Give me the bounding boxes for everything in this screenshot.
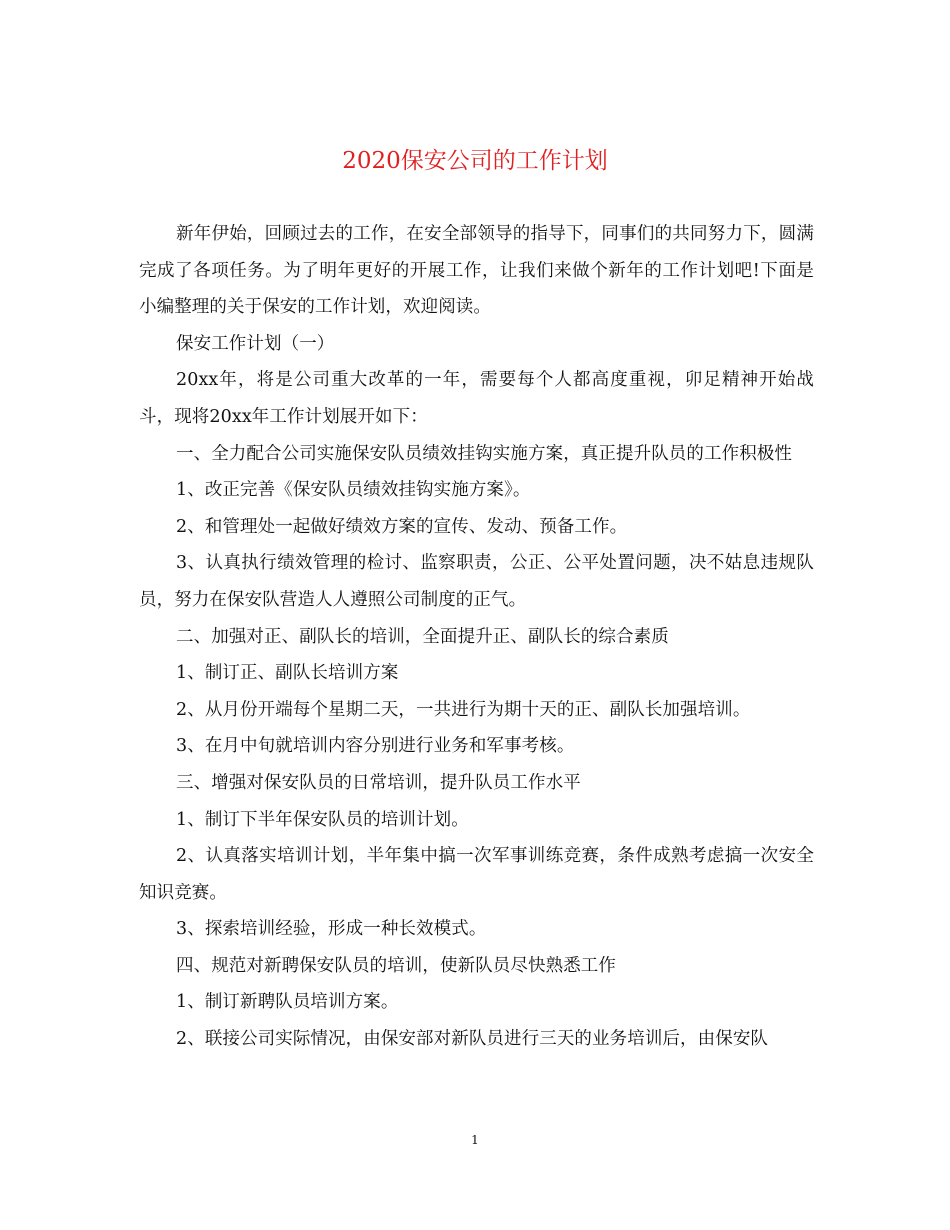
list-item: 3、探索培训经验，形成一种长效模式。 — [176, 919, 487, 940]
section-heading-4: 四、规范对新聘保安队员的培训，使新队员尽快熟悉工作 — [176, 955, 616, 976]
page-number: 1 — [471, 1133, 479, 1147]
list-item: 3、认真执行绩效管理的检讨、监察职责，公正、公平处置问题，决不姑息违规队员，努力在保安队营造人人遵照公司制度的正气。 — [139, 553, 814, 610]
paragraph-overview: 20xx年，将是公司重大改革的一年，需要每个人都高度重视，卯足精神开始战斗，现将20xx年工作计划展开如下： — [139, 370, 814, 427]
section-heading-2: 二、加强对正、副队长的培训，全面提升正、副队长的综合素质 — [176, 626, 669, 647]
list-item: 1、制订新聘队员培训方案。 — [176, 992, 399, 1013]
list-item: 2、认真落实培训计划，半年集中搞一次军事训练竞赛，条件成熟考虑搞一次安全知识竞赛。 — [139, 846, 814, 903]
document-body — [139, 216, 814, 1058]
paragraph-intro: 新年伊始，回顾过去的工作，在安全部领导的指导下，同事们的共同努力下，圆满完成了各项任务。为了明年更好的开展工作，让我们来做个新年的工作计划吧!下面是小编整理的关于保安的工作计划，欢迎阅读。 — [139, 224, 814, 318]
section-heading-1: 一、全力配合公司实施保安队员绩效挂钩实施方案，真正提升队员的工作积极性 — [176, 443, 792, 464]
list-item: 2、联接公司实际情况，由保安部对新队员进行三天的业务培训后，由保安队 — [176, 1029, 769, 1050]
document-title: 2020保安公司的工作计划 — [342, 148, 608, 174]
list-item: 1、制订下半年保安队员的培训计划。 — [176, 809, 469, 830]
section-heading-3: 三、增强对保安队员的日常培训，提升队员工作水平 — [176, 772, 581, 793]
list-item: 2、和管理处一起做好绩效方案的宣传、发动、预备工作。 — [176, 516, 628, 537]
list-item: 1、改正完善《保安队员绩效挂钩实施方案》。 — [176, 480, 531, 501]
list-item: 1、制订正、副队长培训方案 — [176, 663, 399, 684]
section-heading-plan-one: 保安工作计划（一） — [176, 333, 335, 354]
list-item: 2、从月份开端每个星期二天，一共进行为期十天的正、副队长加强培训。 — [176, 699, 751, 720]
list-item: 3、在月中旬就培训内容分别进行业务和军事考核。 — [176, 736, 575, 757]
